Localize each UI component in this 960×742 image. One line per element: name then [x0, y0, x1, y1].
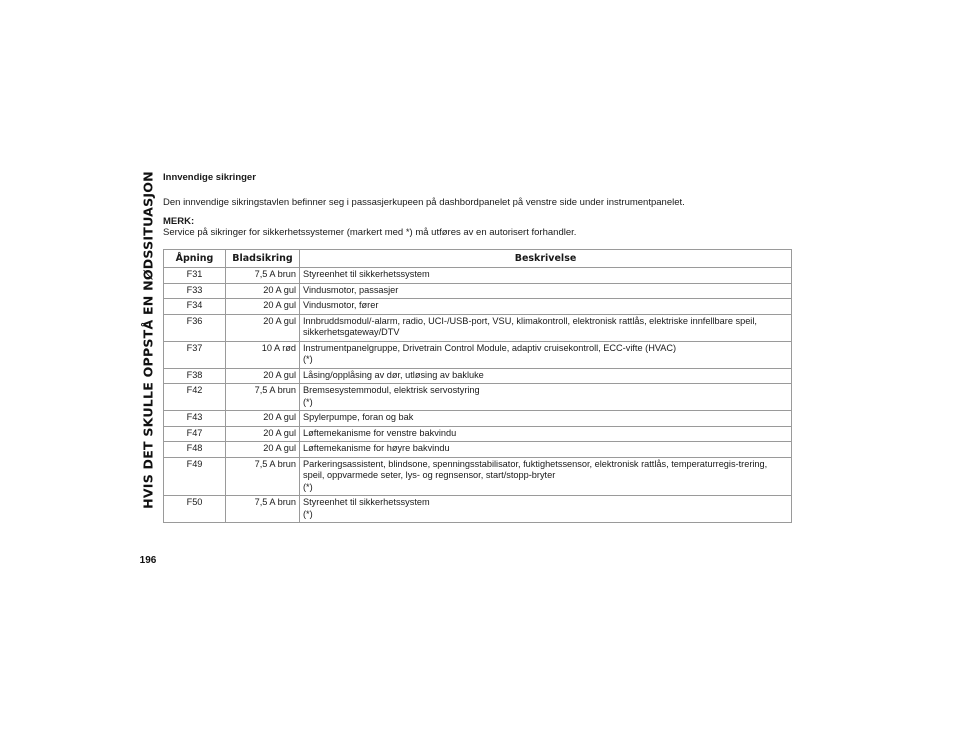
table-row — [164, 299, 792, 315]
cell-fuse: 7,5 A brun — [226, 457, 300, 496]
cell-slot: F34 — [164, 299, 226, 315]
description-text: Spylerpumpe, foran og bak — [303, 412, 414, 422]
description-text: Innbruddsmodul/-alarm, radio, UCI-/USB-port, VSU, klimakontroll, elektronisk rattlås, elektriske innfellbare speil, sikkerhetsgateway/DTV — [303, 315, 757, 337]
table-row — [164, 426, 792, 442]
note-label: MERK: — [163, 216, 195, 227]
description-text: Styreenhet til sikkerhetssystem — [303, 269, 430, 279]
cell-description — [300, 299, 792, 315]
header-fuse: Bladsikring — [226, 250, 300, 268]
note-text: Service på sikringer for sikkerhetssystemer (markert med *) må utføres av en autorisert forhandler. — [163, 227, 577, 238]
safety-system-mark: (*) — [303, 508, 313, 519]
table-row — [164, 411, 792, 427]
table-row — [164, 314, 792, 341]
fuse-table — [163, 249, 792, 523]
section-title: Innvendige sikringer — [163, 172, 256, 183]
cell-description — [300, 283, 792, 299]
description-text: Vindusmotor, fører — [303, 300, 379, 310]
cell-description — [300, 314, 792, 341]
cell-description — [300, 426, 792, 442]
description-text: Instrumentpanelgruppe, Drivetrain Control Module, adaptiv cruisekontroll, ECC-vifte (HVAC) — [303, 342, 677, 353]
description-text: Parkeringsassistent, blindsone, spenningsstabilisator, fuktighetssensor, elektronisk rattlås, temperaturregis-trering, speil, oppvarmede seter, lys- og regnsensor, start/stopp-bryter — [303, 458, 768, 480]
table-row — [164, 341, 792, 368]
description-text: Løftemekanisme for høyre bakvindu — [303, 443, 450, 453]
cell-description — [300, 268, 792, 284]
cell-slot: F50 — [164, 496, 226, 523]
cell-slot: F42 — [164, 384, 226, 411]
table-row — [164, 268, 792, 284]
table-row — [164, 457, 792, 496]
description-text: Vindusmotor, passasjer — [303, 284, 399, 295]
cell-fuse: 20 A gul — [226, 368, 300, 384]
table-row — [164, 368, 792, 384]
cell-fuse: 7,5 A brun — [226, 268, 300, 284]
header-description: Beskrivelse — [300, 250, 792, 268]
page-content — [163, 172, 791, 523]
cell-fuse: 20 A gul — [226, 426, 300, 442]
table-row — [164, 442, 792, 458]
cell-slot: F43 — [164, 411, 226, 427]
cell-slot: F31 — [164, 268, 226, 284]
cell-description — [300, 384, 792, 411]
safety-system-mark: (*) — [303, 481, 313, 492]
safety-system-mark: (*) — [303, 396, 313, 407]
table-row — [164, 384, 792, 411]
cell-fuse: 20 A gul — [226, 283, 300, 299]
cell-description — [300, 411, 792, 427]
fuse-table-header-row — [164, 250, 792, 268]
page-number: 196 — [139, 555, 157, 566]
cell-description — [300, 341, 792, 368]
description-text: Låsing/opplåsing av dør, utløsing av bakluke — [303, 369, 484, 380]
cell-fuse: 20 A gul — [226, 299, 300, 315]
intro-paragraph: Den innvendige sikringstavlen befinner seg i passasjerkupeen på dashbordpanelet på venstre side under instrumentpanelet. — [163, 197, 685, 208]
cell-slot: F37 — [164, 341, 226, 368]
cell-fuse: 20 A gul — [226, 442, 300, 458]
side-section-heading-text: HVIS DET SKULLE OPPSTÅ EN NØDSSITUASJON — [140, 170, 156, 509]
cell-fuse: 20 A gul — [226, 411, 300, 427]
cell-fuse: 20 A gul — [226, 314, 300, 341]
cell-slot: F47 — [164, 426, 226, 442]
cell-slot: F48 — [164, 442, 226, 458]
description-text: Bremsesystemmodul, elektrisk servostyring — [303, 385, 480, 395]
cell-description — [300, 496, 792, 523]
cell-slot: F49 — [164, 457, 226, 496]
header-slot: Åpning — [164, 250, 226, 268]
cell-description — [300, 457, 792, 496]
cell-slot: F33 — [164, 283, 226, 299]
cell-slot: F38 — [164, 368, 226, 384]
cell-description — [300, 368, 792, 384]
table-row — [164, 496, 792, 523]
description-text: Løftemekanisme for venstre bakvindu — [303, 427, 457, 438]
cell-fuse: 7,5 A brun — [226, 496, 300, 523]
side-section-heading — [137, 172, 159, 507]
safety-system-mark: (*) — [303, 354, 313, 364]
cell-fuse: 10 A rød — [226, 341, 300, 368]
cell-slot: F36 — [164, 314, 226, 341]
table-row — [164, 283, 792, 299]
cell-description — [300, 442, 792, 458]
description-text: Styreenhet til sikkerhetssystem — [303, 497, 430, 507]
cell-fuse: 7,5 A brun — [226, 384, 300, 411]
